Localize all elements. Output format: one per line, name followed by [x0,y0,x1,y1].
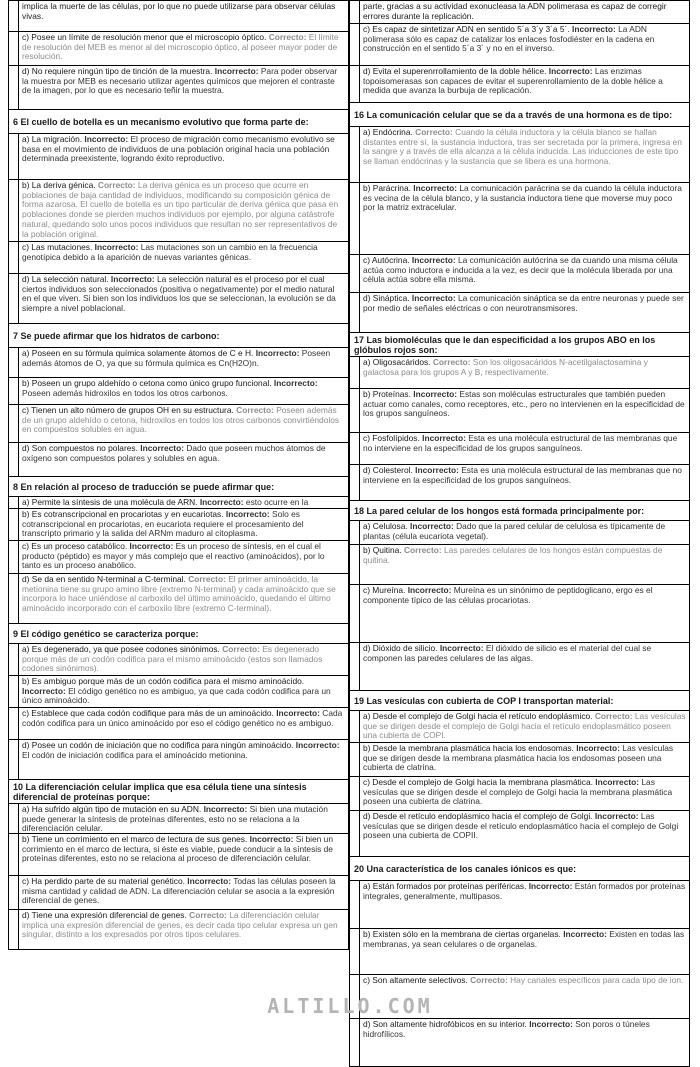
option-label: b) Quitina. [363,545,402,555]
option-text [360,183,689,254]
option-label: a) Permite la síntesis de una molécula de ARN. [22,497,198,507]
answer-option [8,509,349,541]
answer-option [349,545,690,585]
answer-checkbox [350,711,360,742]
option-explanation: El dióxido de silicio es el material del cual se componen las paredes celulares de las algas. [363,643,652,663]
option-text [19,274,348,323]
option-status: Incorrecto: [563,929,607,939]
option-status: Correcto: [97,180,136,190]
option-status: Incorrecto: [576,743,620,753]
option-explanation: Las vesículas que se dirigen desde el retículo endoplasmático hacia el complejo de Golgi poseen una cubierta de COPII. [363,811,679,841]
option-status: Incorrecto: [413,389,458,399]
answer-option [349,183,690,255]
option-explanation: El código genético no es ambiguo, ya que cada codón codifica para un único aminoácido. [22,685,331,706]
option-text [19,509,348,540]
answer-option [349,389,690,433]
option-text [19,242,348,273]
option-text [19,834,348,875]
option-explanation: Las vesículas que se dirigen desde el complejo de Golgi hacia el retículo endoplasmático poseen una cubierta de COPI. [363,711,686,741]
option-explanation: esto ocurre en la [245,497,309,507]
option-status: Correcto: [188,574,226,584]
option-explanation: El primer aminoácido, la metionina tiene su grupo amino libre (extremo N-terminal) y cada aminoácido que se incorpora lo hace uniéndose al carboxilo del último aminoácido, quedando el último aminoácido incorporado con el carboxilo libre (extremo C-terminal). [22,574,336,614]
option-explanation: Esta es una molécula estructural de las membranas que no interviene en la especificidad de los grupos sanguíneos. [363,465,682,485]
option-label: d) Son compuestos no polares. [22,443,138,453]
answer-checkbox [350,881,360,928]
option-text [360,66,689,102]
option-explanation: Las enzimas topoisomerasas son capaces de evitar el superenrollamiento de la doble hélice a medida que avanza la burbuja de replicación. [363,66,663,96]
answer-checkbox [350,521,360,544]
option-status: Incorrecto: [129,541,174,551]
answer-option [8,910,349,950]
question-block [8,477,349,624]
option-status: Incorrecto: [249,834,294,844]
option-status: Correcto: [470,975,508,985]
option-label: a) Poseen en su fórmula química solamente átomos de C e H. [22,348,254,358]
question-title: 10 La diferenciación celular implica que esa célula tiene una síntesis diferencial de proteínas porque: [8,780,349,804]
option-explanation: Cuando la célula inductora y la célula blanco se hallan distantes entre sí, la sustancia inductora, tras ser secretada por la primera, ingresa en la sangre y a través de ella alcanza a la célula inducida. Las inducciones de este tipo se llaman endócrinas y la sustancia que se libera es una hormona. [363,127,682,167]
answer-checkbox [350,293,360,332]
answer-option [349,521,690,545]
option-explanation: Están formados por proteínas integrales, generalmente, multipasos. [363,881,686,901]
option-status: Correcto: [403,545,442,555]
option-explanation: La diferenciación celular implica una expresión diferencial de genes, es decir cada tipo celular expresa un gen singular, distinto a los expresados por otros tipos celulares. [22,910,338,940]
option-label: c) Ha perdido parte de su material genético. [22,876,185,886]
answer-option [349,711,690,743]
option-label: d) No requiere ningún tipo de tinción de la muestra. [22,66,213,76]
answer-option [8,378,349,405]
option-text [19,676,348,707]
answer-checkbox [350,743,360,776]
option-explanation: Estas son moléculas estructurales que también pueden actuar como canales, como receptores, etc., pero no intervienen en la especificidad de los grupos sanguíneos. [363,389,685,419]
option-status: Incorrecto: [295,740,340,750]
option-status: Incorrecto: [572,24,616,34]
option-label: a) La migración. [22,134,83,144]
option-label: c) Las mutaciones. [22,242,93,252]
answer-option [8,242,349,274]
option-label: b) Poseen un grupo aldehído o cetona como único grupo funcional. [22,378,272,388]
option-text [360,545,689,584]
answer-checkbox [9,242,19,273]
option-text [360,255,689,292]
answer-option [349,1019,690,1067]
option-status: Incorrecto: [110,274,155,284]
option-status: Incorrecto: [84,134,129,144]
answer-option [8,405,349,443]
option-text [19,180,348,241]
answer-checkbox [350,1019,360,1066]
answer-checkbox [9,378,19,404]
option-label: b) Parácrina. [363,183,411,193]
question-block [349,501,690,691]
answer-checkbox [350,929,360,974]
option-status: Incorrecto: [410,521,454,531]
option-text [360,1019,689,1066]
answer-checkbox [9,834,19,875]
option-status: Incorrecto: [595,777,640,787]
option-explanation: La comunicación autócrina se da cuando una misma célula actúa como inductora e inducida a la vez, es decir que la molécula liberada por una célula actúa sobre ella misma. [363,255,678,285]
answer-checkbox [350,643,360,690]
answer-option [349,255,690,293]
answer-checkbox [350,1,360,23]
answer-option [8,497,349,509]
option-text [360,293,689,332]
answer-option [8,541,349,574]
option-status: Incorrecto: [594,811,639,821]
option-text [360,881,689,928]
continued-option [349,66,690,103]
option-explanation: Poseen además de un grupo aldehído o cetona, hidroxilos en todos los otros carbonos convirtiéndolos en compuestos solubles en agua. [22,405,340,435]
question-title: 7 Se puede afirmar que los hidratos de carbono: [8,324,349,348]
option-label: b) Desde la membrana plasmática hacia los endosomas. [363,743,574,753]
option-label: a) Desde el complejo de Golgi hacia el retículo endoplásmico. [363,711,593,721]
continued-option [8,1,349,32]
answer-checkbox [9,348,19,377]
answer-option [8,876,349,910]
answer-option [349,643,690,691]
option-text [19,876,348,909]
option-status: Incorrecto: [94,242,139,252]
option-status: Correcto: [594,711,633,721]
option-text [19,497,348,508]
answer-option [349,811,690,857]
option-status: Incorrecto: [273,378,318,388]
question-block [349,857,690,1067]
left-column [8,0,349,993]
option-text [360,811,689,856]
answer-option [349,465,690,501]
option-status: Incorrecto: [203,804,248,814]
answer-option [8,180,349,242]
option-label: d) Dióxido de silicio. [363,643,438,653]
option-status: Incorrecto: [415,465,459,475]
answer-option [349,881,690,929]
option-label: b) Es ambiguo porque más de un codón codifica para el mismo aminoácido. [22,676,305,686]
option-text [19,804,348,833]
option-text [360,127,689,182]
option-status: Correcto: [222,644,260,654]
answer-checkbox [9,574,19,623]
option-label: c) Desde el complejo de Golgi hacia la membrana plasmática. [363,777,593,787]
option-label: d) Se da en sentido N-terminal a C-terminal. [22,574,186,584]
option-explanation: Si bien un corrimiento en el marco de lectura, si éste es viable, puede conducir a la síntesis de proteínas diferentes, esto no se relaciona al proceso de diferenciación celular. [22,834,333,864]
option-explanation: Dado que la pared celular de celulosa es típicamente de plantas (célula eucariota vegetal). [363,521,666,541]
answer-option [8,274,349,324]
option-label: b) La deriva génica. [22,180,96,190]
option-explanation: Solo es cotranscripcional en procariotas, en eucariota requiere el procesamiento del transcripto primario y la salida del ARNm maduro al citoplasma. [22,509,304,539]
answer-checkbox [350,811,360,856]
answer-checkbox [9,708,19,739]
option-status: Incorrecto: [413,183,458,193]
question-block [349,333,690,501]
option-explanation: El límite de resolución del MEB es menor al del microscopio óptico, al poseer mayor poder de resolución. [22,32,339,62]
option-label: c) Establece que cada codón codifique para más de un aminoácido. [22,708,274,718]
option-label: d) Desde el retículo endoplásmico hacia el complejo de Golgi. [363,811,593,821]
answer-checkbox [9,804,19,833]
question-block [8,324,349,477]
option-label: c) Tienen un alto número de grupos OH en su estructura. [22,405,234,415]
question-title: 6 El cuello de botella es un mecanismo evolutivo que forma parte de: [8,110,349,134]
answer-checkbox [9,644,19,675]
answer-option [349,357,690,389]
question-title: 16 La comunicación celular que se da a través de una hormona es de tipo: [349,103,690,127]
question-title: 18 La pared celular de los hongos está formada principalmente por: [349,501,690,521]
option-explanation: Esta es una molécula estructural de las membranas que no interviene en la especificidad de los grupos sanguíneos. [363,433,678,453]
option-text [19,574,348,623]
option-text [19,910,348,949]
option-explanation: Todas las células poseen la misma cantidad y calidad de ADN. La diferenciación celular se asocia a la expresión diferencial de genes. [22,876,336,906]
option-status: Incorrecto: [214,66,259,76]
answer-option [8,804,349,834]
option-label: a) Ha sufrido algún tipo de mutación en su ADN. [22,804,202,814]
answer-checkbox [9,1,19,31]
answer-checkbox [350,545,360,584]
option-text [19,740,348,779]
option-text [19,1,348,31]
answer-checkbox [9,443,19,476]
option-text [360,743,689,776]
option-explanation: La comunicación parácrina se da cuando la célula inductora es vecina de la célula blanco, y la sustancia inductora tiene que moverse muy poco por la matriz extracelular. [363,183,682,213]
option-label: d) La selección natural. [22,274,109,284]
option-text [19,644,348,675]
option-label: b) Tiene un corrimiento en el marco de lectura de sus genes. [22,834,248,844]
answer-option [349,433,690,465]
option-explanation: Existen en todas las membranas, ya sean celulares o de organelas. [363,929,685,949]
answer-checkbox [9,32,19,65]
option-explanation: Las paredes celulares de los hongos están compuestas de quitina. [363,545,663,565]
continued-option [349,1,690,24]
option-text [360,521,689,544]
option-label: a) Están formados por proteínas periféricas. [363,881,527,891]
option-explanation: La deriva génica es un proceso que ocurre en poblaciones de baja cantidad de individuos, modificando su composición génica de forma azarosa. El cuello de botella es un tipo particular de deriva génica que pasa en poblaciones donde se pierden muchos individuos por ejemplo, por alguna catástrofe natural, quedando solo unos pocos individuos que resultan no ser representativos de la población original. [22,180,339,239]
option-label: b) Es cotranscripcional en procariotas y en eucariotas. [22,509,224,519]
option-label: c) Es capaz de sintetizar ADN en sentido 5´a 3´y 3´a 5´. [363,24,570,34]
answer-checkbox [9,509,19,540]
option-status: Incorrecto: [529,1019,573,1029]
option-explanation: Si bien una mutación puede generar la síntesis de proteínas diferentes, esto no se relaciona a la diferenciación celular. [22,804,328,833]
answer-checkbox [9,134,19,179]
continued-option [8,32,349,66]
option-text [19,378,348,404]
option-status: Incorrecto: [407,585,452,595]
question-block [8,624,349,780]
answer-option [349,585,690,643]
option-text [360,929,689,974]
option-label: parte, gracias a su actividad exonucleasa la ADN polimerasa es capaz de corregir errores durante la replicación. [363,1,667,21]
answer-checkbox [9,180,19,241]
answer-option [349,777,690,811]
option-label: b) Existen sólo en la membrana de ciertas organelas. [363,929,561,939]
question-block [8,110,349,324]
option-label: c) Fosfolípidos. [363,433,420,443]
answer-checkbox [9,497,19,508]
option-label: c) Posee un límite de resolución menor que el microscopio óptico. [22,32,267,42]
option-status: Incorrecto: [140,443,184,453]
answer-option [8,708,349,740]
answer-checkbox [350,24,360,65]
option-status: Incorrecto: [411,255,456,265]
question-title: 8 En relación al proceso de traducción se puede afirmar que: [8,477,349,497]
question-title: 9 El código genético se caracteriza porque: [8,624,349,644]
option-text [360,1,689,23]
option-label: c) Autócrina. [363,255,410,265]
option-label: a) Endócrina. [363,127,413,137]
option-explanation: Dado que poseen muchos átomos de oxígeno son compuestos polares y solubles en agua. [22,443,326,463]
option-status: Incorrecto: [411,293,456,303]
option-label: d) Tiene una expresión diferencial de genes. [22,910,187,920]
option-text [360,433,689,464]
answer-checkbox [350,389,360,432]
option-status: Incorrecto: [528,881,573,891]
answer-option [8,574,349,624]
option-status: Incorrecto: [439,643,484,653]
option-text [19,443,348,476]
option-label: a) Oligosacáridos. [363,357,431,367]
question-title: 20 Una característica de los canales iónicos es que: [349,857,690,881]
question-block [349,103,690,333]
option-text [19,66,348,109]
option-status: Incorrecto: [255,348,300,358]
answer-checkbox [350,777,360,810]
answer-option [349,743,690,777]
answer-checkbox [9,740,19,779]
option-label: c) Mureína. [363,585,406,595]
answer-option [349,929,690,975]
option-label: a) Es degenerado, ya que posee codones sinónimos. [22,644,220,654]
option-text [360,643,689,690]
option-explanation: Las vesículas que se dirigen desde el complejo de Golgi hacia la membrana plasmática poseen una cubierta de clatrina. [363,777,673,807]
option-label: c) Son altamente selectivos. [363,975,468,985]
option-explanation: Poseen además átomos de O, ya que su fórmula química es Cn(H2O)n. [22,348,331,368]
answer-checkbox [9,274,19,323]
answer-checkbox [350,66,360,102]
option-text [19,348,348,377]
answer-checkbox [9,405,19,442]
option-text [360,465,689,500]
option-text [360,24,689,65]
option-text [19,708,348,739]
answer-checkbox [9,876,19,909]
option-explanation: La ADN polimerasa sólo es capaz de catalizar los enlaces fosfodiéster en la cadena en construcción en el sentido 5´a 3´ y no en el inverso. [363,24,655,54]
option-label: c) Es un proceso catabólico. [22,541,128,551]
option-status: Correcto: [189,910,227,920]
answer-checkbox [350,255,360,292]
option-explanation: Cada codón codifica para un único aminoácido por eso el código genético no es ambiguo. [22,708,343,728]
option-status: Incorrecto: [548,66,593,76]
answer-option [8,644,349,676]
answer-option [8,134,349,180]
option-label: d) Son altamente hidrofóbicos en su interior. [363,1019,527,1029]
answer-option [8,740,349,780]
option-explanation: El codón de iniciación codifica para el aminoácido metionina. [22,749,248,760]
option-explanation: Son los oligosacáridos N-acetilgalactosamina y galactosa para los grupos A y B, respectivamente. [363,357,648,377]
option-explanation: Para poder observar la muestra por MEB es necesario utilizar agentes químicos que mejoren el contraste de la imagen, por lo que es necesario teñir la muestra. [22,66,338,96]
answer-option [8,443,349,477]
option-status: Correcto: [268,32,307,42]
option-status: Incorrecto: [187,876,232,886]
answer-checkbox [350,585,360,642]
option-text [19,134,348,179]
answer-checkbox [350,465,360,500]
continued-option [349,24,690,66]
option-status: Incorrecto: [199,497,244,507]
option-text [360,711,689,742]
option-label: d) Posee un codón de iniciación que no codifica para ningún aminoácido. [22,740,294,750]
option-explanation: Son poros o túneles hidrofílicos. [363,1019,650,1039]
option-explanation: La selección natural es el proceso por el cual ciertos individuos son seleccionados (positiva o negativamente) por el medio natural en el que viven. Si bien son los individuos los que se seleccionan, la evolución se da siempre a nivel poblacional. [22,274,336,314]
answer-option [8,676,349,708]
question-block [349,691,690,857]
option-status: Incorrecto: [225,509,270,519]
answer-checkbox [350,183,360,254]
option-explanation: Las vesículas que se dirigen desde la membrana plasmática hacia los endosomas poseen una cubierta de clatrina. [363,743,674,773]
option-explanation: Poseen además hidroxilos en todos los otros carbonos. [22,387,228,398]
answer-checkbox [9,66,19,109]
option-status: Incorrecto: [276,708,320,718]
option-label: d) Sináptica. [363,293,410,303]
option-explanation: Es un proceso de síntesis, en el cual el producto (péptido) es mayor y más complejo que el reactivo (aminoácidos), por lo tanto es un proceso anabólico. [22,541,325,571]
question-title: 17 Las biomoléculas que le dan especificidad a los grupos ABO en los glóbulos rojos son: [349,333,690,357]
option-label: d) Colesterol. [363,465,413,475]
answer-checkbox [9,541,19,573]
option-explanation: Hay canales específicos para cada tipo de ion. [510,975,684,985]
answer-option [349,293,690,333]
answer-checkbox [350,357,360,388]
answer-checkbox [9,910,19,949]
option-status: Incorrecto: [422,433,466,443]
option-label: d) Evita el superenrrollamiento de la doble hélice. [363,66,547,76]
option-text [19,405,348,442]
option-text [19,32,348,65]
option-text [360,585,689,642]
option-text [19,541,348,573]
answer-checkbox [350,433,360,464]
answer-checkbox [350,127,360,182]
option-status: Correcto: [236,405,274,415]
question-block [8,780,349,950]
option-label: a) Celulosa. [363,521,408,531]
option-status: Incorrecto: [22,685,66,696]
option-explanation: La comunicación sináptica se da entre neuronas y puede ser por medio de señales eléctricas o con neurotransmisores. [363,293,684,313]
option-explanation: Mureína es un sinónimo de peptidoglicano, ergo es el componente típico de las células procariotas. [363,585,653,605]
option-label: implica la muerte de las células, por lo que no puede utilizarse para observar células vivas. [22,1,336,21]
question-title: 19 Las vesículas con cubierta de COP I transportan material: [349,691,690,711]
option-status: Correcto: [432,357,471,367]
option-explanation: Es degenerado porque más de un codón codifica para el mismo aminoácido (estos son llamados codones sinónimos). [22,644,323,674]
option-explanation: El proceso de migración como mecanismo evolutivo se basa en el movimiento de individuos de una población original hacia una población determinada preexistente, logrando éxito reproductivo. [22,134,335,164]
option-text [360,357,689,388]
option-label: b) Proteínas. [363,389,411,399]
option-explanation: Las mutaciones son un cambio en la frecuencia genotípica debido a la aparición de nuevas variantes génicas. [22,242,318,262]
option-text [360,777,689,810]
answer-option [8,834,349,876]
option-text [360,389,689,432]
option-status: Correcto: [415,127,453,137]
continued-option [8,66,349,110]
answer-checkbox [9,676,19,707]
answer-option [8,348,349,378]
footer-watermark: ALTILLO.COM [267,994,433,1018]
answer-option [349,127,690,183]
